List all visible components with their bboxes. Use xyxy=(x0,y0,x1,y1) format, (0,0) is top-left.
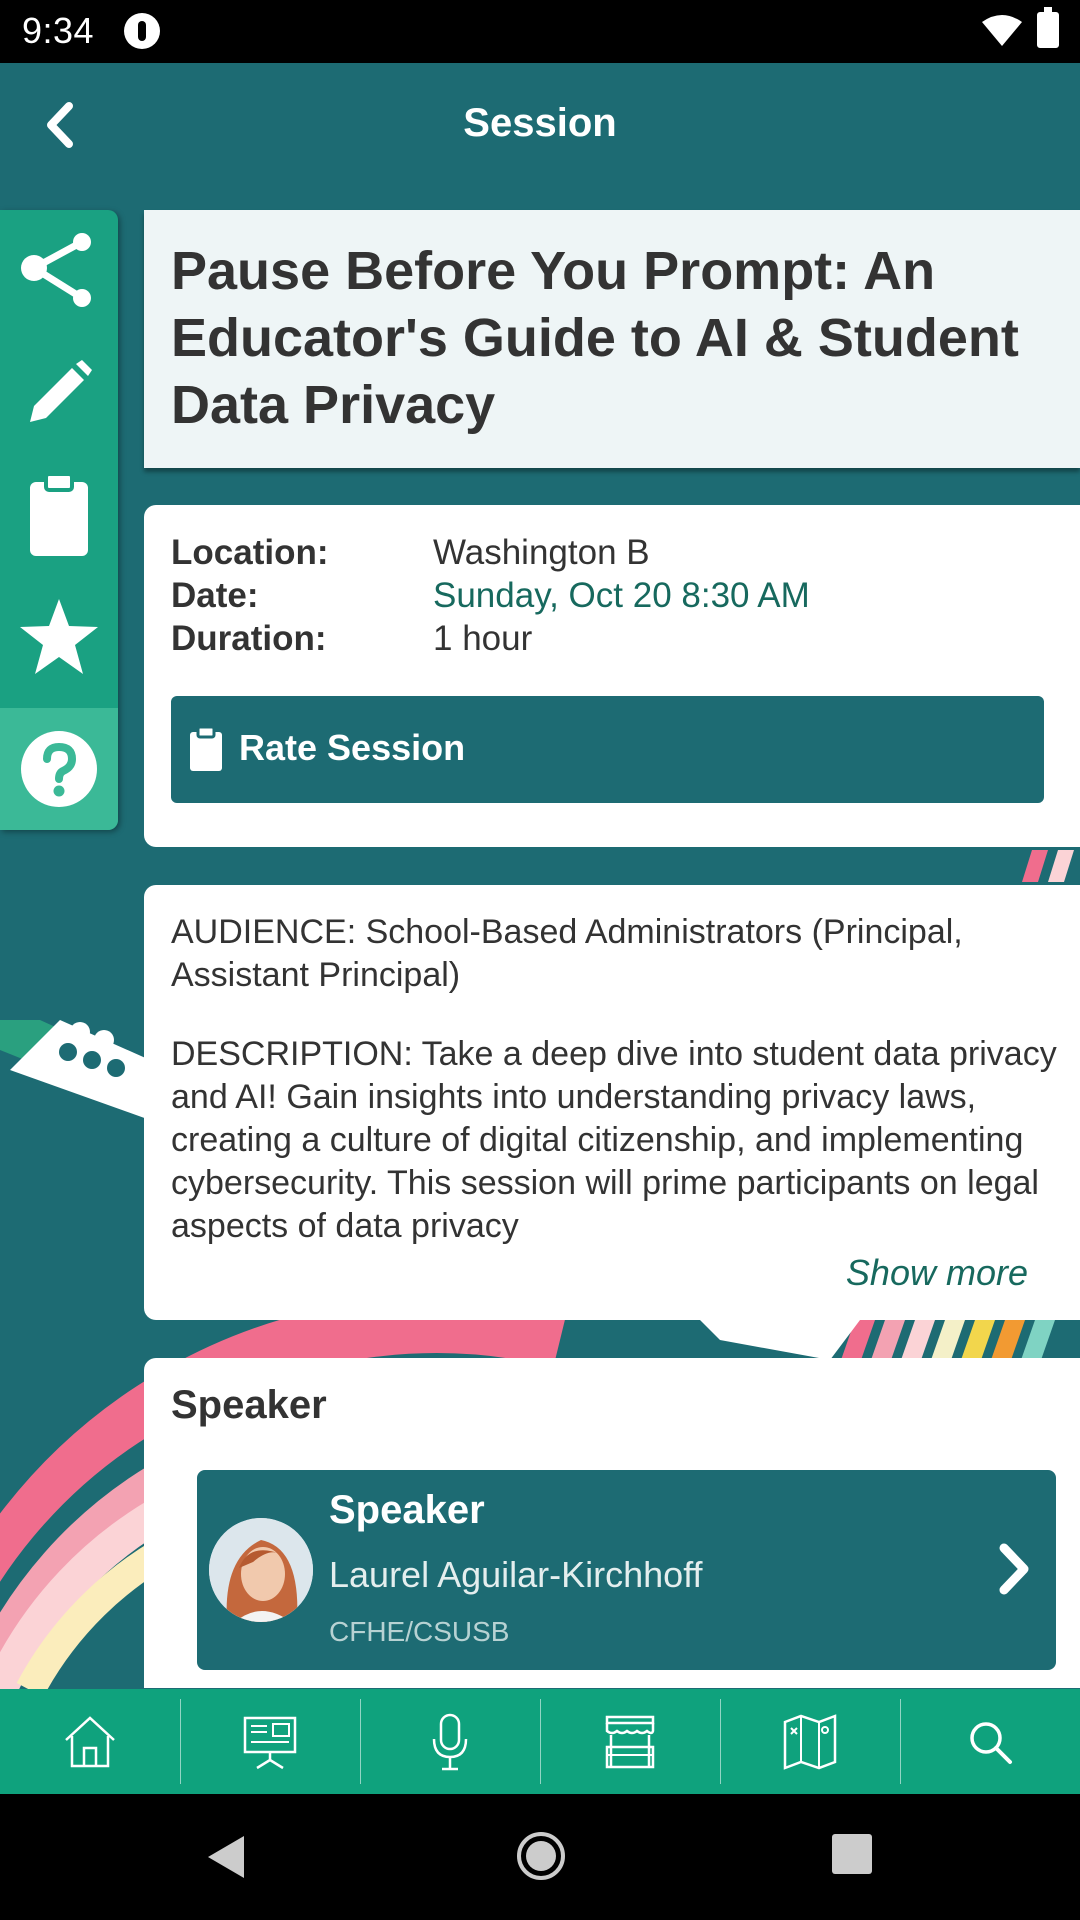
help-icon xyxy=(19,729,99,809)
star-icon xyxy=(18,597,100,677)
pencil-icon xyxy=(24,358,94,428)
tab-sessions[interactable] xyxy=(180,1689,360,1794)
booth-icon xyxy=(603,1713,657,1771)
presentation-icon xyxy=(241,1714,299,1770)
bottom-tab-bar xyxy=(0,1689,1080,1794)
tab-home[interactable] xyxy=(0,1689,180,1794)
app-header xyxy=(0,63,1080,210)
search-icon xyxy=(967,1719,1013,1765)
system-navigation-bar xyxy=(0,1794,1080,1920)
system-recents-icon[interactable] xyxy=(832,1834,872,1874)
favorite-button[interactable] xyxy=(0,576,118,698)
speaker-name: Laurel Aguilar-Kirchhoff xyxy=(329,1554,703,1595)
clipboard-icon xyxy=(28,472,90,558)
survey-button[interactable] xyxy=(0,454,118,576)
session-title-card xyxy=(144,210,1080,468)
page-title: Session xyxy=(463,101,617,145)
location-label: Location: xyxy=(171,533,329,572)
help-button[interactable] xyxy=(0,708,118,830)
tab-map[interactable] xyxy=(720,1689,900,1794)
notification-app-icon xyxy=(124,13,160,49)
rate-session-label: Rate Session xyxy=(239,727,466,768)
speaker-section xyxy=(144,1358,1080,1688)
map-icon xyxy=(781,1714,839,1770)
share-button[interactable] xyxy=(0,210,118,332)
description-text xyxy=(171,911,1061,1251)
system-home-icon[interactable] xyxy=(517,1832,565,1880)
share-icon xyxy=(20,232,98,310)
tab-search[interactable] xyxy=(900,1689,1080,1794)
avatar xyxy=(209,1518,313,1622)
microphone-icon xyxy=(430,1713,470,1771)
status-bar xyxy=(0,0,1080,63)
speaker-role: Speaker xyxy=(329,1488,485,1532)
session-description-card xyxy=(144,885,1080,1320)
duration-label: Duration: xyxy=(171,619,327,658)
tab-speakers[interactable] xyxy=(360,1689,540,1794)
audience-text: AUDIENCE: School-Based Administrators (Principal, Assistant Principal) xyxy=(171,913,963,994)
date-value[interactable]: Sunday, Oct 20 8:30 AM xyxy=(433,576,810,615)
description-body: DESCRIPTION: Take a deep dive into student data privacy and AI! Gain insights into understanding privacy laws, creating a culture of digital citizenship, and implementing cybersecurity. This session will prime participants on legal aspects of data privacy xyxy=(171,1035,1057,1245)
notes-button[interactable] xyxy=(0,332,118,454)
duration-value: 1 hour xyxy=(433,619,533,658)
speaker-list-item[interactable] xyxy=(197,1470,1056,1670)
location-value: Washington B xyxy=(433,533,650,572)
speaker-organization: CFHE/CSUSB xyxy=(329,1616,510,1647)
action-rail xyxy=(0,210,118,830)
speaker-section-heading: Speaker xyxy=(171,1383,327,1427)
battery-icon xyxy=(1037,12,1059,48)
chevron-right-icon xyxy=(996,1542,1032,1596)
session-title: Pause Before You Prompt: An Educator's Guide to AI & Student Data Privacy xyxy=(171,241,1019,435)
wifi-icon xyxy=(980,14,1024,48)
home-icon xyxy=(62,1714,118,1770)
tab-exhibitors[interactable] xyxy=(540,1689,720,1794)
system-back-icon[interactable] xyxy=(206,1834,246,1880)
clipboard-icon xyxy=(189,726,223,772)
show-more-link[interactable]: Show more xyxy=(845,1252,1028,1293)
date-label: Date: xyxy=(171,576,259,615)
rate-session-button[interactable] xyxy=(171,696,1044,803)
session-info-card xyxy=(144,505,1080,847)
status-time: 9:34 xyxy=(22,10,95,51)
